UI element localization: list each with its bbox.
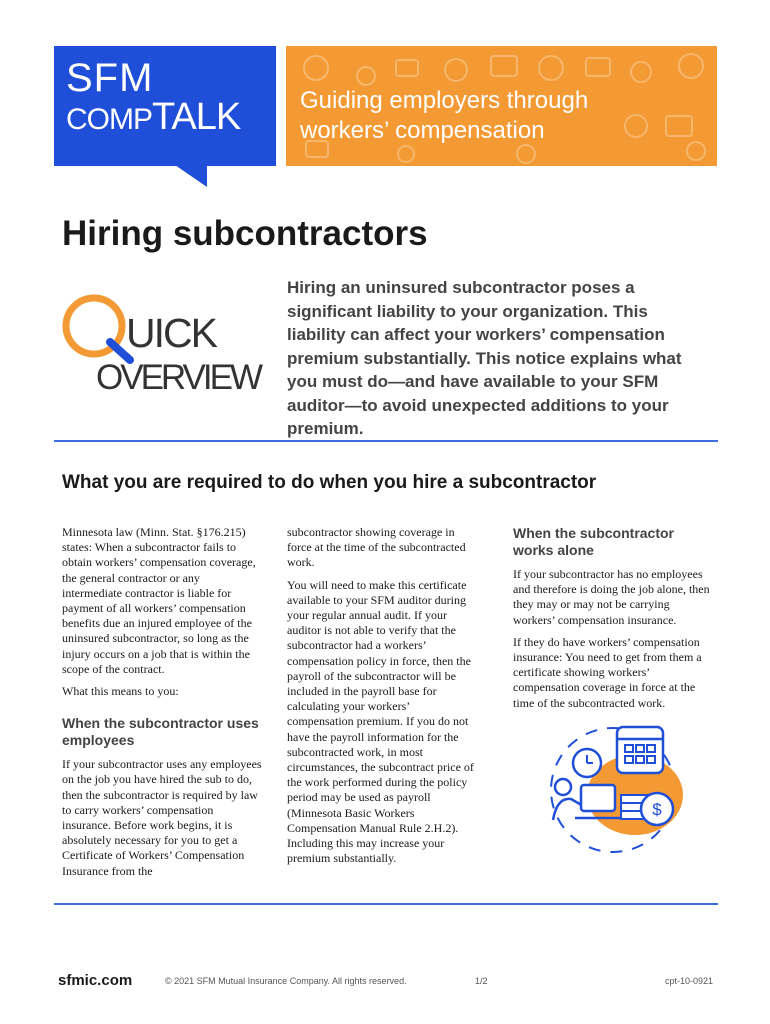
col1-paragraph-2: What this means to you: — [62, 684, 179, 699]
divider-top — [54, 440, 718, 442]
footer-copyright: © 2021 SFM Mutual Insurance Company. All rights reserved. — [165, 976, 407, 986]
banner-tagline — [300, 86, 588, 146]
column-3 — [513, 525, 713, 718]
col2-paragraph-1: subcontractor showing coverage in force at the time of the subcontracted work. — [287, 525, 466, 570]
section-title: What you are required to do when you hire a subcontractor — [62, 472, 597, 493]
col3-subhead: When the subcontractor works alone — [513, 525, 675, 558]
col1-subhead: When the subcontractor uses employees — [62, 715, 259, 749]
col3-paragraph-1: If your subcontractor has no employees and therefore is doing the job alone, then they may or may not be carrying workers’ compensation insurance. — [513, 567, 710, 627]
divider-bottom — [54, 903, 718, 905]
logo-comptalk-text — [66, 98, 240, 136]
column-2 — [287, 525, 479, 873]
footer-page-number: 1/2 — [475, 976, 488, 986]
col3-paragraph-2: If they do have workers’ compensation insurance: You need to get from them a certificate showing workers’ compensation coverage in force at the time of the subcontracted work. — [513, 634, 702, 710]
col2-paragraph-2: You will need to make this certificate available to your SFM auditor during your regular annual audit. If your auditor is not able to verify that the subcontractor had a workers’ compensation policy in force, then the payroll of the subcontractor will be included in the payroll base for calculating your workers’ compensation premium. If you do not have the payroll information for the subcontracted work, in most circumstances, the subcontract price of the work performed during the policy period may be used as payroll (Minnesota Basic Workers Compensation Manual Rule 2.H.2). Including this may increase your premium substantially. — [287, 577, 474, 866]
speech-bubble-tail — [175, 165, 207, 187]
intro-paragraph: Hiring an uninsured subcontractor poses a significant liability to your organization. This liability can affect your workers’ compensation premium substantially. This notice explains what you must do—and have available to your SFM auditor—to avoid unexpected additions to your premium. — [287, 278, 682, 438]
svg-text:$: $ — [652, 800, 662, 819]
logo-sfm-text: SFM — [66, 56, 154, 100]
footer-website[interactable]: sfmic.com — [58, 972, 133, 989]
col1-paragraph-1: Minnesota law (Minn. Stat. §176.215) states: When a subcontractor fails to obtain workers’ compensation coverage, the general contractor or any intermediate contractor is liable for payment of all workers’ compensation benefits due an injured employee of the uninsured subcontractor, so long as the injury occurs on a job that is within the scope of the contract. — [62, 525, 256, 676]
quick-overview-overview: OVERVIEW — [96, 358, 261, 397]
column-1 — [62, 525, 262, 886]
banner-line-1: Guiding employers through — [300, 87, 589, 114]
logo-talk-text: TALK — [152, 96, 241, 138]
logo-comp-text: COMP — [66, 103, 152, 136]
page-title: Hiring subcontractors — [62, 214, 428, 253]
footer-code: cpt-10-0921 — [665, 976, 714, 986]
quick-overview-uick: UICK — [126, 310, 216, 356]
contractor-illustration — [535, 715, 695, 865]
banner-line-2: workers’ compensation — [300, 117, 545, 144]
col1-paragraph-3: If your subcontractor uses any employees on the job you have hired the sub to do, then the subcontractor is required by law to carry workers’ compensation insurance. Before work begins, it is absolutely necessary for you to get a Certificate of Workers’ Compensation Insurance from the — [62, 757, 262, 878]
